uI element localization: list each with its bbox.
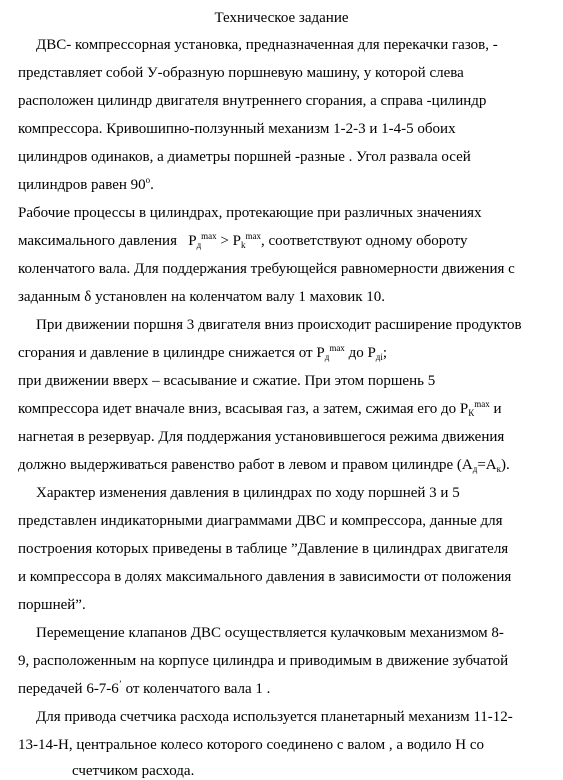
text-line: Рабочие процессы в цилиндрах, протекающие при различных значениях bbox=[18, 205, 482, 221]
text-line: При движении поршня 3 двигателя вниз происходит расширение продуктов bbox=[36, 317, 522, 333]
formula-sup: max bbox=[329, 343, 345, 353]
text-line: счетчиком расхода. bbox=[72, 763, 195, 779]
formula-sub: к bbox=[496, 464, 502, 474]
text-line: и компрессора в долях максимального давления в зависимости от положения bbox=[18, 569, 512, 585]
formula-op: = bbox=[477, 457, 486, 473]
text-line: Характер изменения давления в цилиндрах по ходу поршней 3 и 5 bbox=[36, 485, 460, 501]
formula-sup: max bbox=[474, 399, 490, 409]
formula-sub: д bbox=[472, 464, 478, 474]
text-run: цилиндров равен 90 bbox=[18, 177, 146, 193]
text-line: ДВС- компрессорная установка, предназначенная для перекачки газов, - bbox=[36, 37, 498, 53]
text-line: Для привода счетчика расхода используется планетарный механизм 11-12- bbox=[36, 709, 513, 725]
text-line bbox=[18, 400, 502, 418]
text-run: , соответствуют одному обороту bbox=[260, 233, 468, 249]
formula-sub: дi bbox=[375, 352, 383, 362]
text-run: компрессора идет вначале вниз, всасывая газ, а затем, сжимая его до bbox=[18, 401, 457, 417]
text-line: компрессора. Кривошипно-ползунный механизм 1-2-3 и 1-4-5 обоих bbox=[18, 121, 456, 137]
text-run: максимального давления bbox=[18, 233, 177, 249]
formula-a: А bbox=[485, 457, 497, 473]
text-line bbox=[18, 344, 387, 362]
formula-sup: max bbox=[201, 231, 217, 241]
text-run: ). bbox=[501, 457, 510, 473]
text-run: ; bbox=[382, 345, 388, 361]
text-line: Перемещение клапанов ДВС осуществляется кулачковым механизмом 8- bbox=[36, 625, 504, 641]
text-run: до bbox=[344, 345, 368, 361]
formula-p: P bbox=[232, 233, 241, 249]
formula-sub: К bbox=[468, 408, 475, 418]
formula-sub: k bbox=[240, 240, 246, 250]
text-line: цилиндров равен $90^о$. bbox=[18, 175, 154, 193]
text-run: сгорания и давление в цилиндре снижается от bbox=[18, 345, 313, 361]
text-run: передачей 6-7-6 bbox=[18, 681, 119, 697]
degree-symbol: о bbox=[145, 175, 151, 185]
text-run: от коленчатого вала 1 . bbox=[121, 681, 271, 697]
text-run: должно выдерживаться равенство работ в левом и правом цилиндре ( bbox=[18, 457, 462, 473]
formula-p: P bbox=[459, 401, 469, 417]
text-line: коленчатого вала. Для поддержания требующейся равномерности движения с bbox=[18, 261, 515, 277]
formula-op: > bbox=[216, 233, 233, 249]
text-line: поршней”. bbox=[18, 597, 86, 613]
text-line: заданным δ установлен на коленчатом валу 1 маховик 10. bbox=[18, 289, 386, 305]
text-line: при движении вверх – всасывание и сжатие. При этом поршень 5 bbox=[18, 373, 436, 389]
text-line bbox=[18, 456, 510, 474]
text-line: представлен индикаторными диаграммами ДВС и компрессора, данные для bbox=[18, 513, 503, 529]
formula-p: P bbox=[316, 345, 325, 361]
text-line: 13-14-Н, центральное колесо которого соединено с валом , а водило Н со bbox=[18, 737, 485, 753]
text-line: расположен цилиндр двигателя внутреннего сгорания, а справа -цилиндр bbox=[18, 93, 487, 109]
prime-mark: ’ bbox=[118, 679, 122, 689]
formula-a: А bbox=[461, 457, 473, 473]
text-line: нагнетая в резервуар. Для поддержания установившегося режима движения bbox=[18, 429, 505, 445]
text-run: и bbox=[489, 401, 502, 417]
document-title: Техническое задание bbox=[214, 10, 349, 26]
text-line bbox=[18, 232, 467, 250]
formula-sub: д bbox=[324, 352, 330, 362]
text-line: цилиндров одинаков, а диаметры поршней -разные . Угол развала осей bbox=[18, 149, 471, 165]
formula-p: P bbox=[188, 233, 197, 249]
text-line bbox=[18, 680, 270, 698]
formula-sub: д bbox=[196, 240, 202, 250]
text-line: построения которых приведены в таблице ”Давление в цилиндрах двигателя bbox=[18, 541, 509, 557]
text-line: 9, расположенным на корпусе цилиндра и приводимым в движение зубчатой bbox=[18, 653, 509, 669]
formula-p: P bbox=[367, 345, 376, 361]
text-line: представляет собой У-образную поршневую машину, у которой слева bbox=[18, 65, 464, 81]
formula-sup: max bbox=[245, 231, 261, 241]
